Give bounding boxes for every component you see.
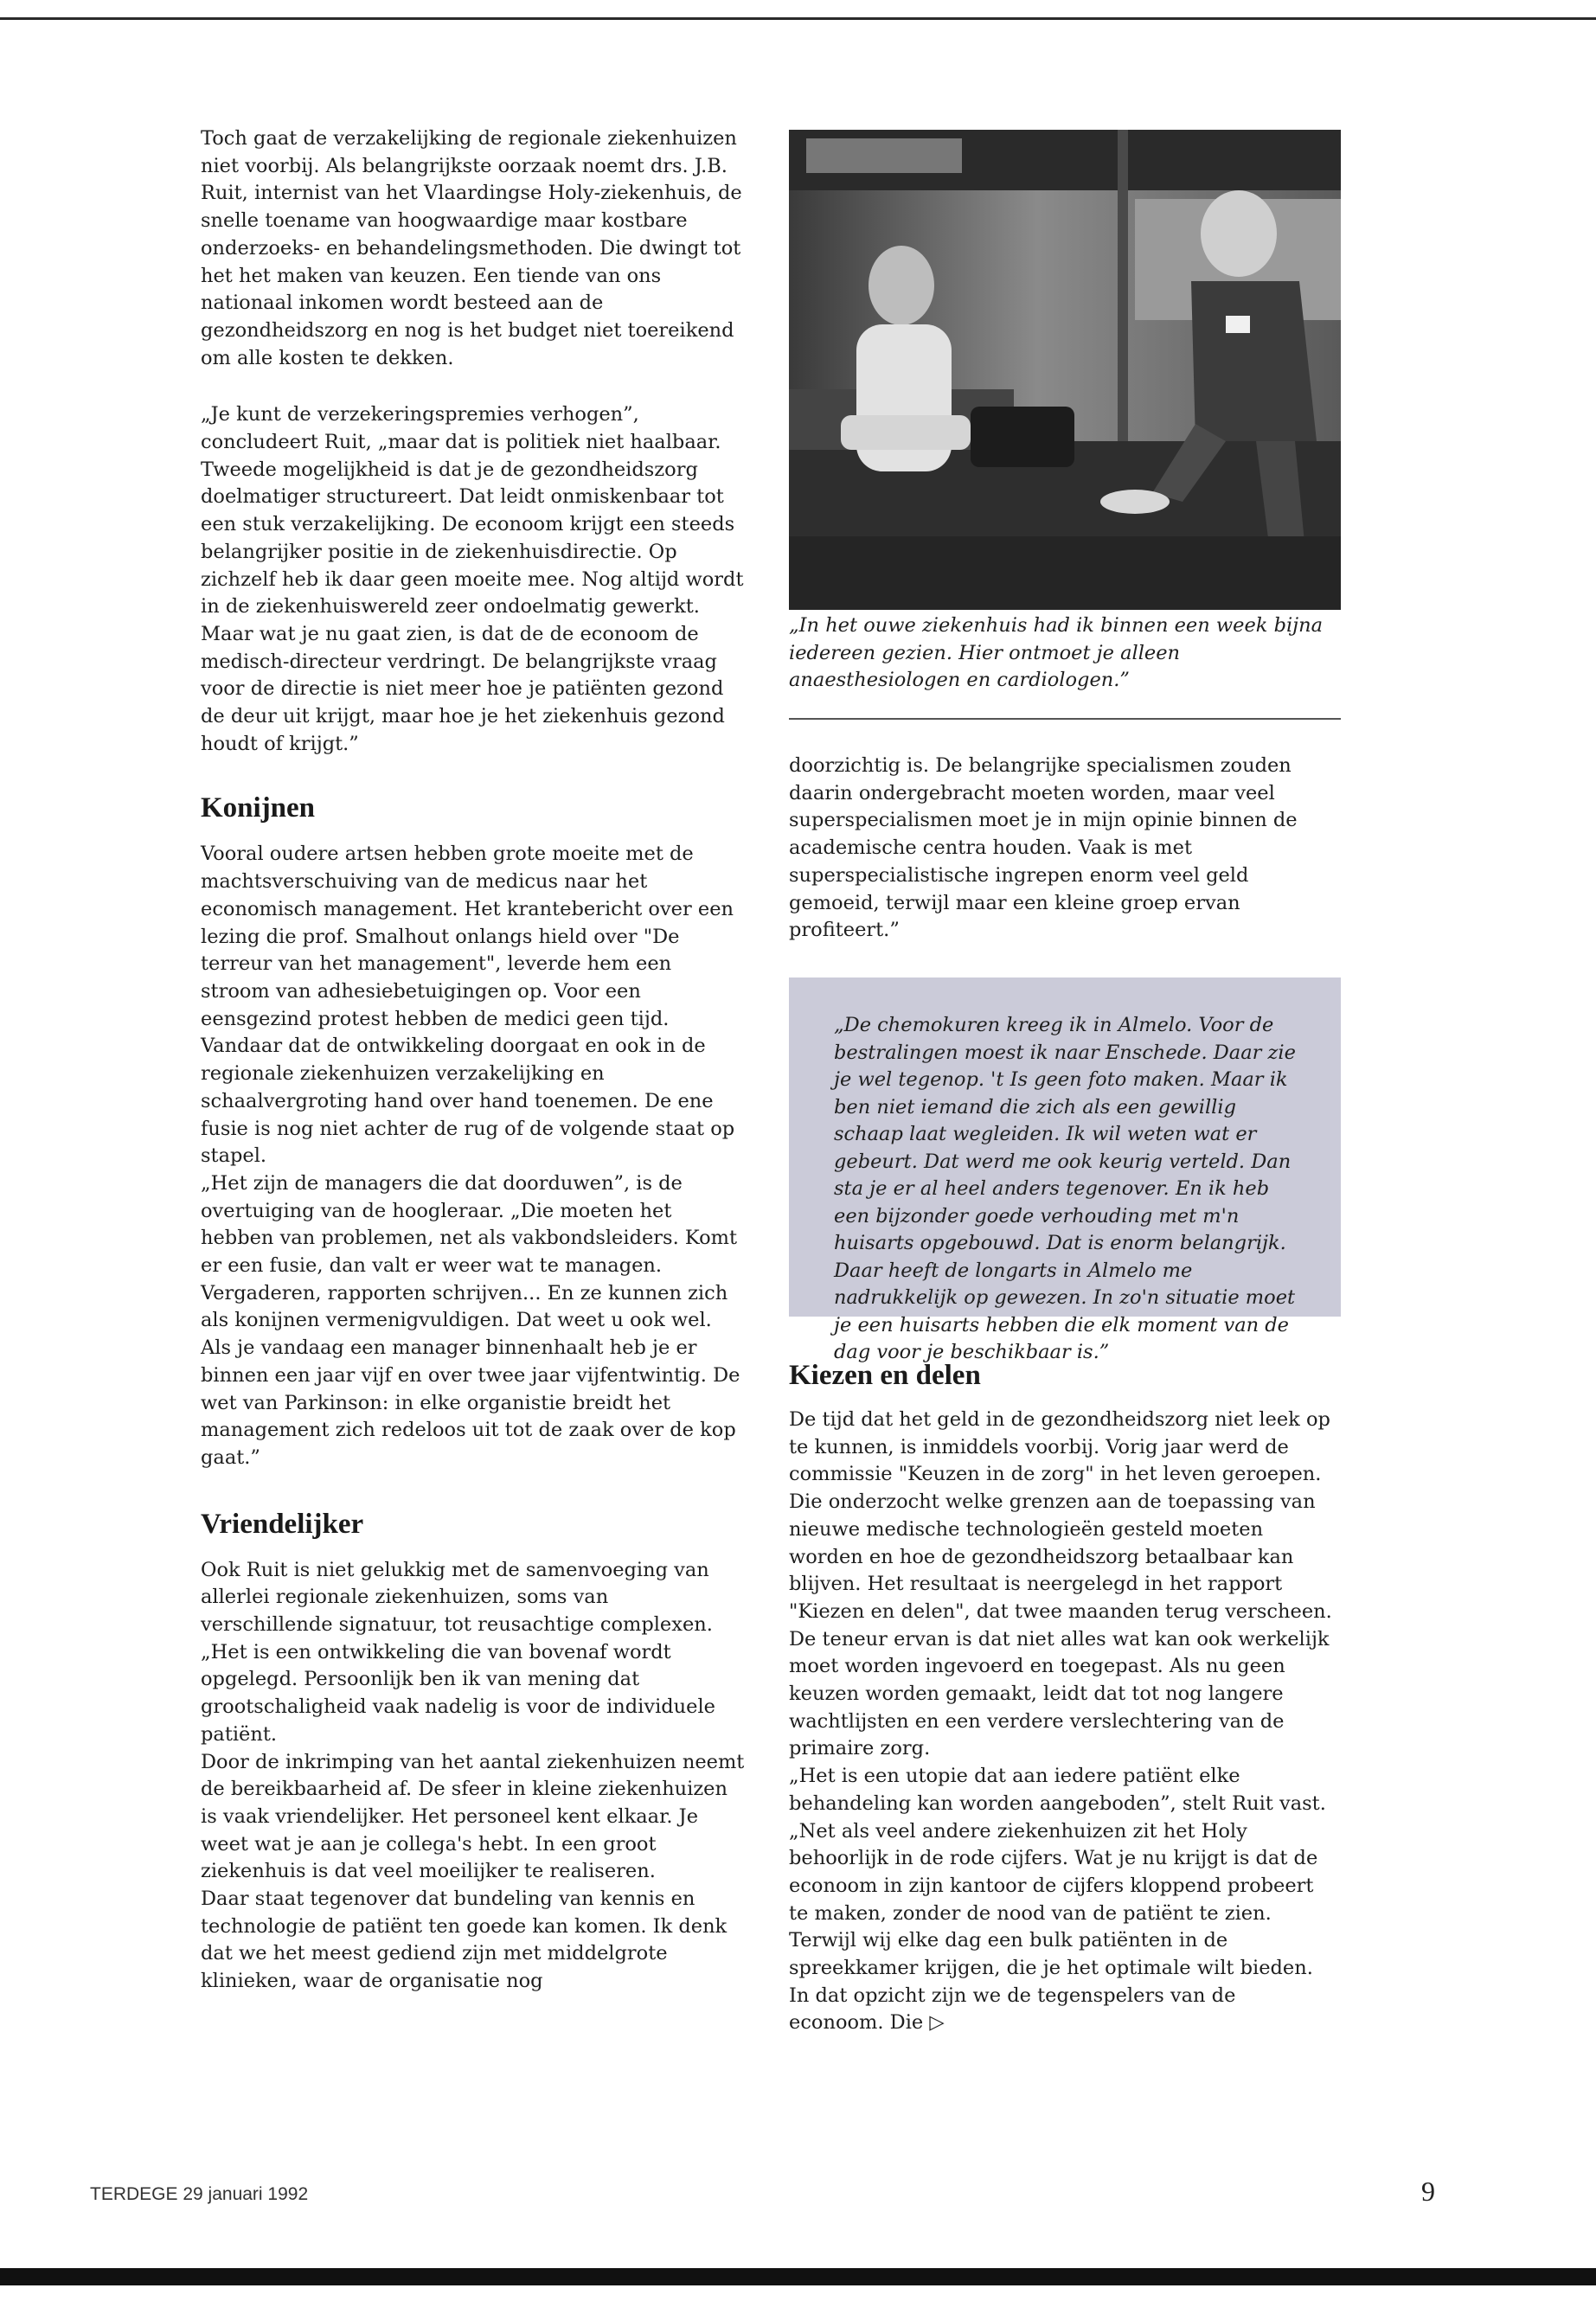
heading-konijnen: Konijnen: [201, 792, 316, 824]
pull-quote: „De chemokuren kreeg ik in Almelo. Voor de bestralingen moest ik naar Enschede. Daar zie je wel tegenop. 't Is geen foto maken. Maar ik ben niet iemand die zich als een gewillig schaap laat wegleiden. Ik wil weten wat er gebeurt. Dat werd me ook keurig verteld. Dan sta je er al heel anders tegenover. En ik heb een bijzonder goede verhouding met m'n huisarts opgebouwd. Dat is enorm belangrijk. Daar heeft de longarts in Almelo me nadrukkelijk op gewezen. In zo'n situatie moet je een huisarts hebben die elk moment van de dag voor je beschikbaar is.”: [834, 1014, 1296, 1363]
pull-quote-box: [789, 977, 1341, 1363]
footer-publication: TERDEGE 29 januari 1992: [90, 2184, 309, 2204]
caption-rule: [789, 718, 1341, 720]
top-rule: [0, 17, 1596, 20]
bottom-bar: [0, 2268, 1596, 2285]
page-number: 9: [1421, 2176, 1435, 2207]
paragraph-keuzen-in-de-zorg: De tijd dat het geld in de gezondheidszorg niet leek op te kunnen, is inmiddels voorbij. Vorig jaar werd de commissie "Keuzen in de zorg" in het leven geroepen. Die onderzocht welke grenzen aan de toepassing van nieuwe medische technologieën gesteld moeten worden en hoe de gezondheidszorg betaalbaar kan blijven. Het resultaat is neergelegd in het rapport "Kiezen en delen", dat twee maanden terug verscheen. De teneur ervan is dat niet alles wat kan ook werkelijk moet worden ingevoerd en toegepast. Als nu geen keuzen worden gemaakt, leidt dat tot nog langere wachtlijsten en een verdere verslechtering van de primaire zorg.: [789, 1408, 1332, 1760]
photo-illustration: [789, 130, 1341, 610]
paragraph-inkrimping: Door de inkrimping van het aantal ziekenhuizen neemt de bereikbaarheid af. De sfeer in kleine ziekenhuizen is vaak vriendelijker. Het personeel kent elkaar. Je weet wat je aan je collega's hebt. In een groot ziekenhuis is dat veel moeilijker te realiseren.: [201, 1750, 745, 1883]
paragraph-samenvoeging: Ook Ruit is niet gelukkig met de samenvoeging van allerlei regionale ziekenhuizen, soms van verschillende signatuur, tot reusachtige complexen. „Het is een ontwikkeling die van bovenaf wordt opgelegd. Persoonlijk ben ik van mening dat grootschaligheid vaak nadelig is voor de individuele patiënt.: [201, 1558, 715, 1746]
paragraph-managers: „Het zijn de managers die dat doorduwen”, is de overtuiging van de hoogleraar. „Die moeten het hebben van problemen, net als vakbondsleiders. Komt er een fusie, dan valt er weer wat te managen. Vergaderen, rapporten schrijven... En ze kunnen zich als konijnen vermenigvuldigen. Dat weet u ook wel. Als je vandaag een manager binnenhaalt heb je er binnen een jaar vijf en over twee jaar vijfentwintig. De wet van Parkinson: in elke organistie breidt het management zich redeloos uit tot de zaak over de kop gaat.”: [201, 1171, 740, 1469]
paragraph-machtsverschuiving: Vooral oudere artsen hebben grote moeite met de machtsverschuiving van de medicus naar het economisch management. Het krantebericht over een lezing die prof. Smalhout onlangs hield over "De terreur van het management", leverde hem een stroom van adhesiebetuigingen op. Voor een eensgezind protest hebben de medici geen tijd. Vandaar dat de ontwikkeling doorgaat en ook in de regionale ziekenhuizen verzakelijking en schaalvergroting hand over hand toenemen. De ene fusie is nog niet achter de rug of de volgende staat op stapel.: [201, 843, 735, 1168]
paragraph-superspecialismen: doorzichtig is. De belangrijke specialismen zouden daarin ondergebracht moeten worden, maar veel superspecialismen moet je in mijn opinie binnen de academische centra houden. Vaak is met superspecialistische ingrepen enorm veel geld gemoeid, terwijl maar een kleine groep ervan profiteert.”: [789, 754, 1298, 942]
right-column-lower: [789, 1358, 1334, 2037]
paragraph-bundeling: Daar staat tegenover dat bundeling van kennis en technologie de patiënt ten goede kan komen. Ik denk dat we het meest gediend zijn met middelgrote klinieken, waar de organisatie nog: [201, 1888, 727, 1993]
left-column: [201, 125, 746, 1996]
article-photo: [789, 130, 1341, 610]
paragraph-premies: „Je kunt de verzekeringspremies verhogen”, concludeert Ruit, „maar dat is politiek niet haalbaar. Tweede mogelijkheid is dat je de gezondheidszorg doelmatiger structureert. Dat leidt onmiskenbaar tot een stuk verzakelijking. De econoom krijgt een steeds belangrijker positie in de ziekenhuisdirectie. Op zichzelf heb ik daar geen moeite mee. Nog altijd wordt in de ziekenhuiswereld zeer ondoelmatig gewerkt. Maar wat je nu gaat zien, is dat de de econoom de medisch-directeur verdringt. De belangrijkste vraag voor de directie is niet meer hoe je patiënten gezond de deur uit krijgt, maar hoe je het ziekenhuis gezond houdt of krijgt.”: [201, 403, 744, 755]
photo-caption: „In het ouwe ziekenhuis had ik binnen een week bijna iedereen gezien. Hier ontmoet je alleen anaesthesiologen en cardiologen.”: [789, 614, 1324, 691]
paragraph-utopie: „Het is een utopie dat aan iedere patiënt elke behandeling kan worden aangeboden”, stelt Ruit vast. „Net als veel andere ziekenhuizen zit het Holy behoorlijk in de rode cijfers. Wat je nu krijgt is dat de econoom in zijn kantoor de cijfers kloppend probeert te maken, zonder de nood van de patiënt te zien. Terwijl wij elke dag een bulk patiënten in de spreekkamer krijgen, die je het optimale wilt bieden. In dat opzicht zijn we de tegenspelers van de econoom. Die ▷: [789, 1765, 1326, 2035]
right-column: [789, 753, 1334, 945]
paragraph-verzakelijking: Toch gaat de verzakelijking de regionale ziekenhuizen niet voorbij. Als belangrijkste oorzaak noemt drs. J.B. Ruit, internist van het Vlaardingse Holy-ziekenhuis, de snelle toename van hoogwaardige maar kostbare onderzoeks- en behandelingsmethoden. Die dwingt tot het het maken van keuzen. Een tiende van ons nationaal inkomen wordt besteed aan de gezondheidszorg en nog is het budget niet toereikend om alle kosten te dekken.: [201, 127, 742, 369]
heading-vriendelijker: Vriendelijker: [201, 1508, 364, 1540]
heading-kiezen-en-delen: Kiezen en delen: [789, 1360, 981, 1391]
